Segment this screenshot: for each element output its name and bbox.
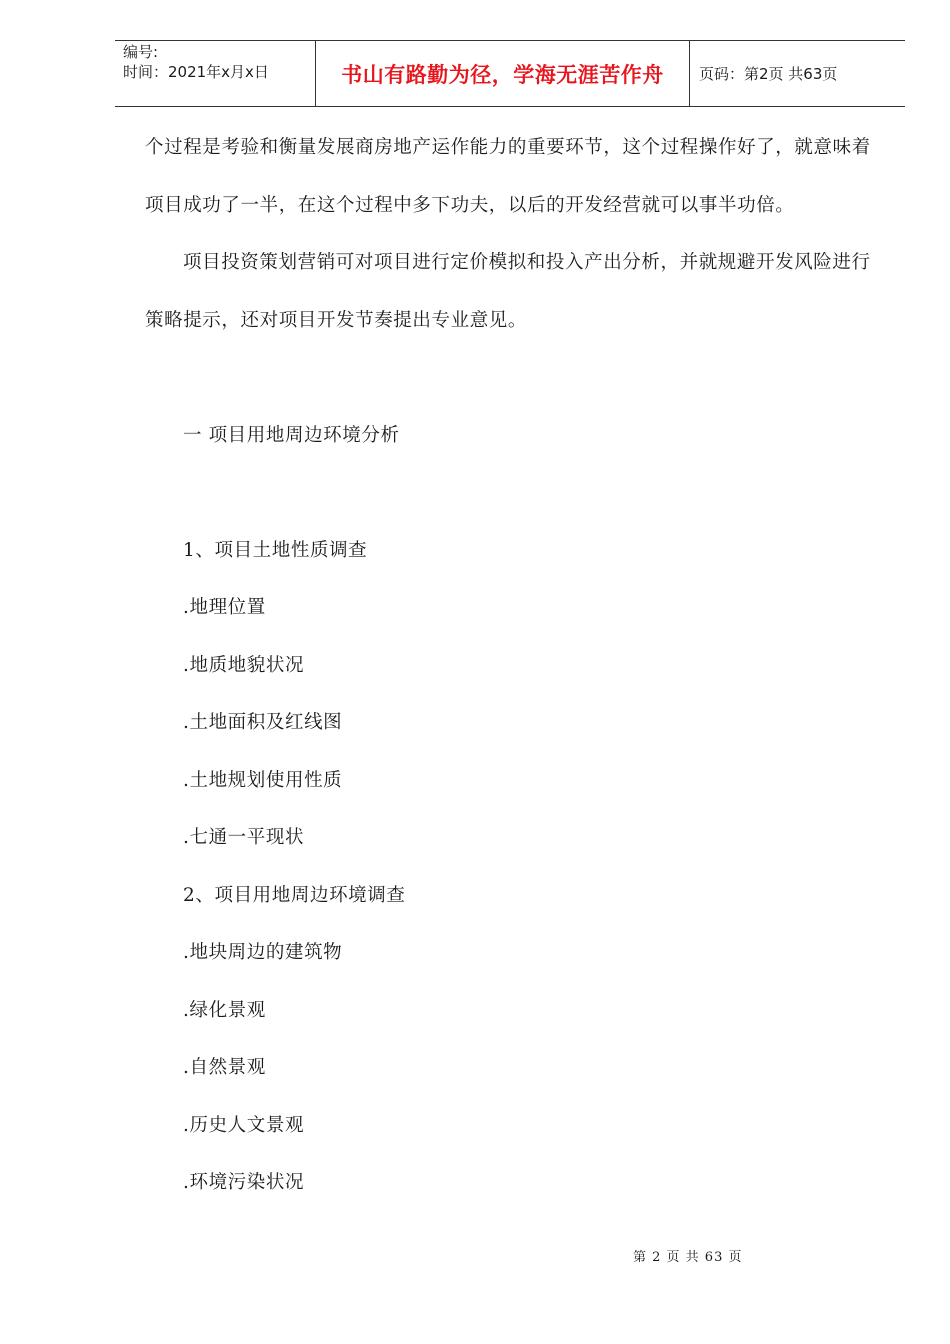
header-motto: 书山有路勤为径，学海无涯苦作舟 xyxy=(341,62,664,87)
paragraph-line: 项目投资策划营销可对项目进行定价模拟和投入产出分析，并就规避开发风险进行 xyxy=(183,252,871,273)
list-item: .地质地貌状况 xyxy=(183,655,305,676)
list-item: .土地规划使用性质 xyxy=(183,770,343,791)
list-item: .自然景观 xyxy=(183,1057,266,1078)
list-item: .地块周边的建筑物 xyxy=(183,942,343,963)
section-heading: 一 项目用地周边环境分析 xyxy=(183,425,400,446)
header-page-cell xyxy=(690,41,905,106)
header-page-code: 页码：第2页 共63页 xyxy=(699,65,838,83)
subsection-heading: 2、项目用地周边环境调查 xyxy=(183,885,406,906)
paragraph-line: 策略提示，还对项目开发节奏提出专业意见。 xyxy=(145,310,528,331)
document-number-label: 编号: xyxy=(123,43,159,61)
document-date: 时间：2021年x月x日 xyxy=(123,63,269,81)
header-meta-cell xyxy=(115,41,316,106)
list-item: .环境污染状况 xyxy=(183,1172,305,1193)
page-footer: 第 2 页 共 63 页 xyxy=(633,1250,743,1265)
paragraph-line: 个过程是考验和衡量发展商房地产运作能力的重要环节，这个过程操作好了，就意味着 xyxy=(145,137,871,158)
list-item: .绿化景观 xyxy=(183,1000,266,1021)
header-motto-cell xyxy=(316,41,690,106)
subsection-heading: 1、项目土地性质调查 xyxy=(183,540,368,561)
list-item: .七通一平现状 xyxy=(183,827,305,848)
paragraph-line: 项目成功了一半，在这个过程中多下功夫，以后的开发经营就可以事半功倍。 xyxy=(145,195,795,216)
list-item: .地理位置 xyxy=(183,597,266,618)
document-header xyxy=(115,40,905,107)
list-item: .土地面积及红线图 xyxy=(183,712,343,733)
list-item: .历史人文景观 xyxy=(183,1115,305,1136)
